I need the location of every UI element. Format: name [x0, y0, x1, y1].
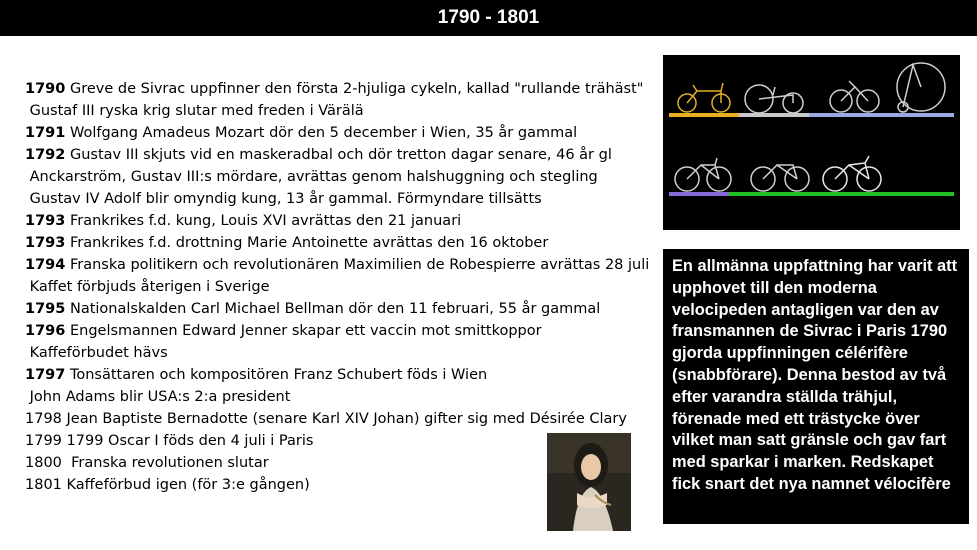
- timeline-row: [25, 188, 665, 210]
- timeline-event-text: Greve de Sivrac uppfinner den första 2-hjuliga cykeln, kallad "rullande trähäst": [65, 81, 644, 97]
- timeline-event-text: Tonsättaren och kompositören Franz Schubert föds i Wien: [65, 367, 488, 383]
- bike-line-purple: [669, 192, 729, 196]
- road-bike-icon: [823, 156, 881, 191]
- timeline-row: [25, 386, 665, 408]
- timeline-row: [25, 210, 665, 232]
- portrait-image: [547, 433, 631, 531]
- timeline-event-text: Frankrikes f.d. kung, Louis XVI avrättas den 21 januari: [65, 213, 462, 229]
- timeline-event-text: Nationalskalden Carl Michael Bellman dör den 11 februari, 55 år gammal: [65, 301, 601, 317]
- timeline-year: 1801: [25, 477, 62, 493]
- timeline-year: 1793: [25, 213, 66, 229]
- slide-title: 1790 - 1801: [0, 0, 977, 36]
- timeline-row: [25, 320, 665, 342]
- timeline-event-text: Frankrikes f.d. drottning Marie Antoinette avrättas den 16 oktober: [65, 235, 549, 251]
- bicycle-evolution-image: [663, 55, 960, 230]
- timeline-row: [25, 364, 665, 386]
- penny-farthing-icon: [897, 63, 945, 112]
- timeline-row: [25, 298, 665, 320]
- timeline-event-text: Gustaf III ryska krig slutar med freden i Värälä: [25, 103, 364, 119]
- timeline-row: [25, 166, 665, 188]
- timeline-row: [25, 122, 665, 144]
- timeline-event-text: Anckarström, Gustav III:s mördare, avrättas genom halshuggning och stegling: [25, 169, 598, 185]
- timeline-row: [25, 276, 665, 298]
- timeline-row: [25, 408, 665, 430]
- timeline-event-text: John Adams blir USA:s 2:a president: [25, 389, 291, 405]
- timeline-year: 1798: [25, 411, 62, 427]
- timeline-event-text: Gustav IV Adolf blir omyndig kung, 13 år gammal. Förmyndare tillsätts: [25, 191, 542, 207]
- timeline-year: 1793: [25, 235, 66, 251]
- bike-line-yellow: [669, 113, 739, 117]
- timeline-year: 1795: [25, 301, 66, 317]
- timeline-year: 1790: [25, 81, 66, 97]
- timeline-event-text: 1799 Oscar I föds den 4 juli i Paris: [61, 433, 314, 449]
- timeline-event-text: Franska revolutionen slutar: [61, 455, 269, 471]
- timeline-event-text: Jean Baptiste Bernadotte (senare Karl XIV Johan) gifter sig med Désirée Clary: [61, 411, 627, 427]
- timeline-row: [25, 144, 665, 166]
- timeline-event-text: Gustav III skjuts vid en maskeradbal och dör tretton dagar senare, 46 år gl: [65, 147, 612, 163]
- timeline-row: [25, 342, 665, 364]
- timeline-event-text: Engelsmannen Edward Jenner skapar ett vaccin mot smittkoppor: [65, 323, 542, 339]
- timeline-event-text: Franska politikern och revolutionären Maximilien de Robespierre avrättas 28 juli: [65, 257, 650, 273]
- timeline-row: [25, 232, 665, 254]
- draisine-bike-icon: [678, 83, 730, 112]
- timeline-year: 1792: [25, 147, 66, 163]
- timeline-row: [25, 254, 665, 276]
- bike-line-blue: [809, 113, 954, 117]
- timeline-event-text: Kaffeförbudet hävs: [25, 345, 168, 361]
- timeline-year: 1797: [25, 367, 66, 383]
- timeline-year: 1794: [25, 257, 66, 273]
- bike-line-grey: [739, 113, 809, 117]
- bicycle-illustration-svg: [663, 55, 960, 230]
- timeline-year: 1799: [25, 433, 62, 449]
- velocipede-icon: [830, 81, 879, 112]
- timeline-year: 1800: [25, 455, 62, 471]
- timeline-year: 1796: [25, 323, 66, 339]
- timeline-row: [25, 100, 665, 122]
- timeline-row: [25, 78, 665, 100]
- safety-bike-icon: [675, 158, 731, 191]
- modern-bike-icon: [751, 165, 809, 191]
- wooden-bike-icon: [745, 85, 803, 113]
- timeline-event-text: Kaffeförbud igen (för 3:e gången): [61, 477, 310, 493]
- timeline-event-text: Wolfgang Amadeus Mozart dör den 5 december i Wien, 35 år gammal: [65, 125, 578, 141]
- bike-line-green: [729, 192, 954, 196]
- timeline-year: 1791: [25, 125, 66, 141]
- info-text-box: En allmänna uppfattning har varit att upphovet till den moderna velocipeden antagligen var den av fransmannen de Sivrac i Paris 1790 gjorda uppfinningen célérifère (snabbförare). Denna bestod av två efter varandra ställda trähjul, förenade med ett trästycke över vilket man satt gränsle och gav fart med sparkar i marken. Redskapet fick snart det nya namnet vélocifère: [663, 249, 969, 524]
- timeline-event-text: Kaffet förbjuds återigen i Sverige: [25, 279, 270, 295]
- portrait-of-woman-svg: [547, 433, 631, 531]
